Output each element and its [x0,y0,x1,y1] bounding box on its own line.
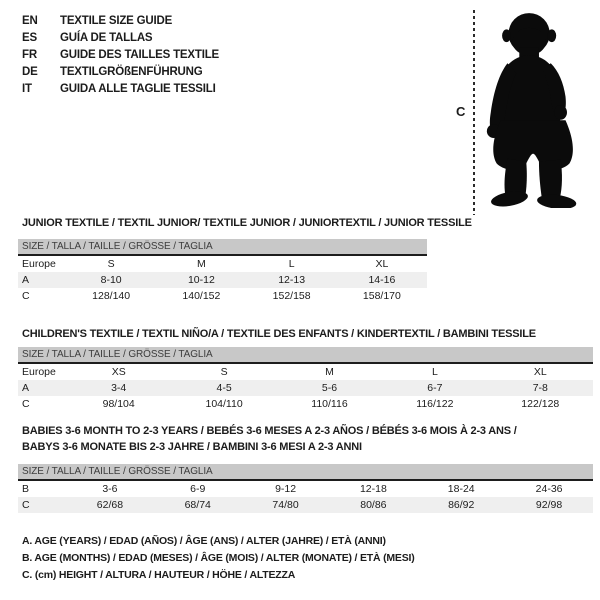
junior-section-title: JUNIOR TEXTILE / TEXTIL JUNIOR/ TEXTILE JUNIOR / JUNIORTEXTIL / JUNIOR TESSILE [22,217,472,229]
guide-title-en: TEXTILE SIZE GUIDE [60,14,173,27]
babies-title-line1: BABIES 3-6 MONTH TO 2-3 YEARS / BEBÉS 3-6 MESES A 2-3 AÑOS / BÉBÉS 3-6 MOIS À 2-3 ANS / [22,425,517,437]
language-row-fr [22,46,219,63]
column-header: XL [533,366,547,378]
baby-silhouette-icon [478,6,596,208]
cell: 3-4 [111,382,127,394]
column-header: Europe [22,258,56,270]
column-header: XL [375,258,389,270]
language-code: FR [22,48,37,61]
column-header: S [220,366,228,378]
column-header: S [107,258,115,270]
size-header-bar: SIZE / TALLA / TAILLE / GRÖSSE / TAGLIA [18,347,593,364]
row-label: C [22,290,30,302]
table-header-row [18,256,427,272]
cell: 12-18 [359,483,387,495]
cell: 140/152 [182,290,221,302]
babies-size-table [18,464,593,513]
language-list [22,12,219,97]
language-code: IT [22,82,32,95]
cell: 6-7 [427,382,443,394]
cell: 152/158 [272,290,311,302]
column-header: L [288,258,295,270]
column-header: M [197,258,206,270]
babies-title-line2: BABYS 3-6 MONATE BIS 2-3 JAHRE / BAMBINI 3-6 MESI A 2-3 ANNI [22,441,362,453]
cell: 116/122 [416,398,454,410]
language-row-es [22,29,219,46]
row-label: A [22,274,30,286]
footnote-c: C. (cm) HEIGHT / ALTURA / HAUTEUR / HÖHE / ALTEZZA [22,569,296,581]
table-row-age [18,272,427,288]
row-label: C [22,398,30,410]
footnote-b: B. AGE (MONTHS) / EDAD (MESES) / ÂGE (MOIS) / ALTER (MONATE) / ETÀ (MESI) [22,552,415,564]
language-row-de [22,63,219,80]
cell: 62/68 [96,499,124,511]
column-header: Europe [22,366,56,378]
junior-size-table [18,239,427,304]
cell: 92/98 [535,499,563,511]
column-header: L [431,366,438,378]
cell: 110/116 [311,398,348,410]
cell: 18-24 [447,483,475,495]
column-header: M [325,366,334,378]
language-row-it [22,80,219,97]
cell: 10-12 [187,274,215,286]
figure-measure-label: C [456,104,466,119]
table-header-row [18,364,593,380]
table-row-age-months [18,481,593,497]
language-code: DE [22,65,38,78]
cell: 80/86 [360,499,387,511]
language-row-en [22,12,219,29]
row-label: C [22,499,30,511]
footnote-a: A. AGE (YEARS) / EDAD (AÑOS) / ÂGE (ANS) / ALTER (JAHRE) / ETÀ (ANNI) [22,535,386,547]
cell: 5-6 [321,382,338,394]
cell: 8-10 [100,274,122,286]
cell: 7-8 [532,382,548,394]
cell: 86/92 [448,499,475,511]
cell: 9-12 [275,483,297,495]
height-measure-dotted-line [473,10,475,215]
cell: 4-5 [216,382,232,394]
guide-title-fr: GUIDE DES TAILLES TEXTILE [60,48,219,61]
language-code: ES [22,31,37,44]
cell: 14-16 [368,274,396,286]
table-row-height [18,288,427,304]
children-size-table [18,347,593,412]
cell: 74/80 [272,499,299,511]
cell: 122/128 [521,398,560,410]
cell: 128/140 [92,290,131,302]
cell: 12-13 [278,274,306,286]
footnote-legend [22,533,415,584]
size-header-bar: SIZE / TALLA / TAILLE / GRÖSSE / TAGLIA [18,464,593,481]
cell: 24-36 [535,483,563,495]
cell: 158/170 [362,290,401,302]
guide-title-it: GUIDA ALLE TAGLIE TESSILI [60,82,216,95]
language-code: EN [22,14,38,27]
guide-title-es: GUÍA DE TALLAS [60,31,153,44]
size-header-bar: SIZE / TALLA / TAILLE / GRÖSSE / TAGLIA [18,239,427,256]
cell: 104/110 [205,398,243,410]
column-header: XS [111,366,126,378]
row-label: A [22,382,30,394]
babies-section-title [22,423,517,455]
row-label: B [22,483,30,495]
cell: 6-9 [190,483,206,495]
table-row-height [18,497,593,513]
cell: 98/104 [102,398,135,410]
table-row-height [18,396,593,412]
cell: 3-6 [102,483,118,495]
cell: 68/74 [184,499,211,511]
table-row-age [18,380,593,396]
guide-title-de: TEXTILGRÖßENFÜHRUNG [60,65,203,78]
children-section-title: CHILDREN'S TEXTILE / TEXTIL NIÑO/A / TEXTILE DES ENFANTS / KINDERTEXTIL / BAMBINI TESSILE [22,328,536,340]
